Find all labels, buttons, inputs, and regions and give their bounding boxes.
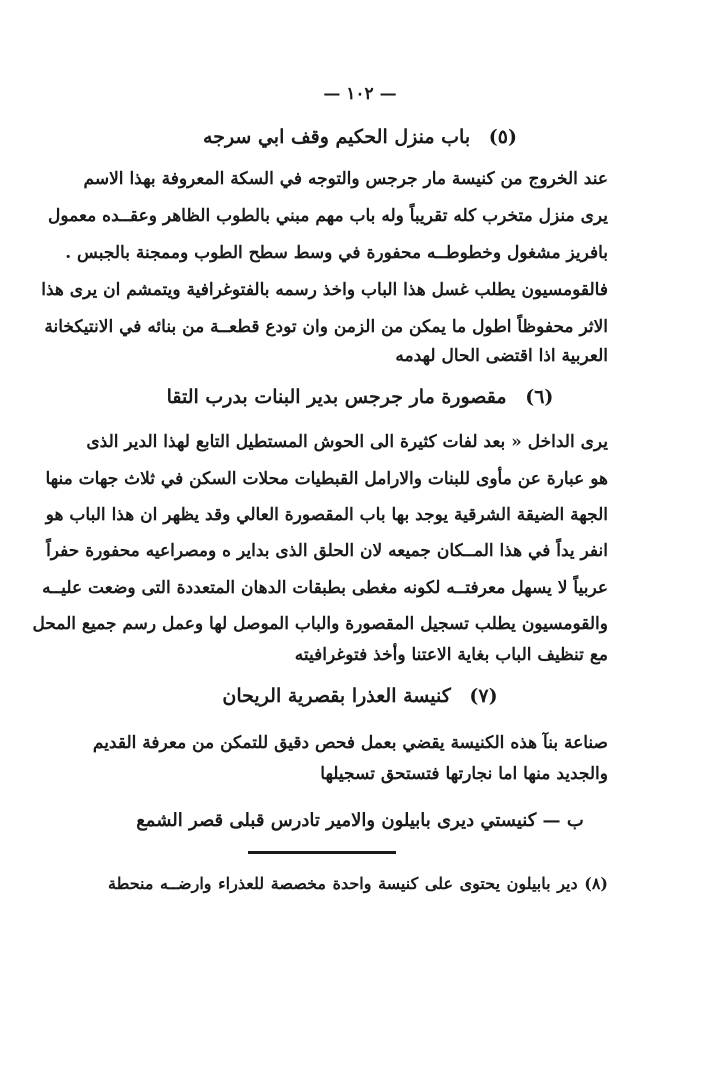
section-6-title: مقصورة مار جرجس بدير البنات بدرب التقا <box>166 386 507 408</box>
section-6-number: (٦) <box>525 386 554 408</box>
section-6-line-5: عربياً لا يسهل معرفتــه لكونه مغطى بطبقات الدهان المتعددة التى وضعت عليــه <box>42 578 608 598</box>
section-7-line-1: صناعة بنآ هذه الكنيسة يقضي بعمل فحص دقيق للتمكن من معرفة القديم <box>92 733 608 753</box>
section-5-number: (٥) <box>488 126 517 148</box>
section-5-heading <box>0 126 720 148</box>
section-5-line-2: يرى منزل متخرب كله تقريباً وله باب مهم مبني بالطوب الظاهر وعقــده معمول <box>47 206 608 226</box>
section-5-title: باب منزل الحكيم وقف ابي سرجه <box>203 126 471 148</box>
section-7-title: كنيسة العذرا بقصرية الريحان <box>222 685 451 707</box>
section-6-heading <box>0 386 720 408</box>
section-6-line-6: والقومسيون يطلب تسجيل المقصورة والباب الموصل لها وعمل رسم جميع المحل <box>32 614 608 634</box>
section-7-number: (٧) <box>469 685 498 707</box>
section-6-line-4: انفر يداً في هذا المــكان جميعه لان الحلق الذى بداير ه ومصراعيه محفورة حفراً <box>46 541 608 561</box>
section-7-line-2: والجديد منها اما نجارتها فتستحق تسجيلها <box>320 764 608 784</box>
section-6-line-2: هو عبارة عن مأوى للبنات والارامل القبطيات محلات السكن في ثلاث جهات منها <box>45 469 608 489</box>
footnote-8: (٨) دير بابيلون يحتوى على كنيسة واحدة مخصصة للعذراء وارضــه منحطة <box>108 874 608 893</box>
page-number: — ١٠٢ — <box>323 84 397 104</box>
footnote-divider <box>248 851 396 854</box>
section-5-line-6: العربية اذا اقتضى الحال لهدمه <box>395 346 608 366</box>
section-5-line-4: فالقومسيون يطلب غسل هذا الباب واخذ رسمه بالفتوغرافية ويتمشم ان يرى هذا <box>41 280 608 300</box>
section-5-line-3: بافريز مشغول وخطوطــه محفورة في وسط سطح الطوب وممجنة بالجبس . <box>65 243 608 263</box>
section-5-line-5: الاثر محفوظاً اطول ما يمكن من الزمن وان تودع قطعــة من بنائه في الانتيكخانة <box>44 317 608 337</box>
subsection-b-heading: ب — كنيستي ديرى بابيلون والامير تادرس قبلى قصر الشمع <box>136 810 584 831</box>
section-6-line-3: الجهة الضيقة الشرقية يوجد بها باب المقصورة العالي وقد يظهر ان هذا الباب هو <box>45 505 608 525</box>
section-5-line-1: عند الخروج من كنيسة مار جرجس والتوجه في السكة المعروفة بهذا الاسم <box>83 169 608 189</box>
section-6-line-7: مع تنظيف الباب بغاية الاعتنا وأخذ فتوغرافيته <box>294 645 608 665</box>
section-6-line-1: يرى الداخل « بعد لفات كثيرة الى الحوش المستطيل التابع لهذا الدير الذى <box>86 432 608 452</box>
section-7-heading <box>0 685 720 707</box>
